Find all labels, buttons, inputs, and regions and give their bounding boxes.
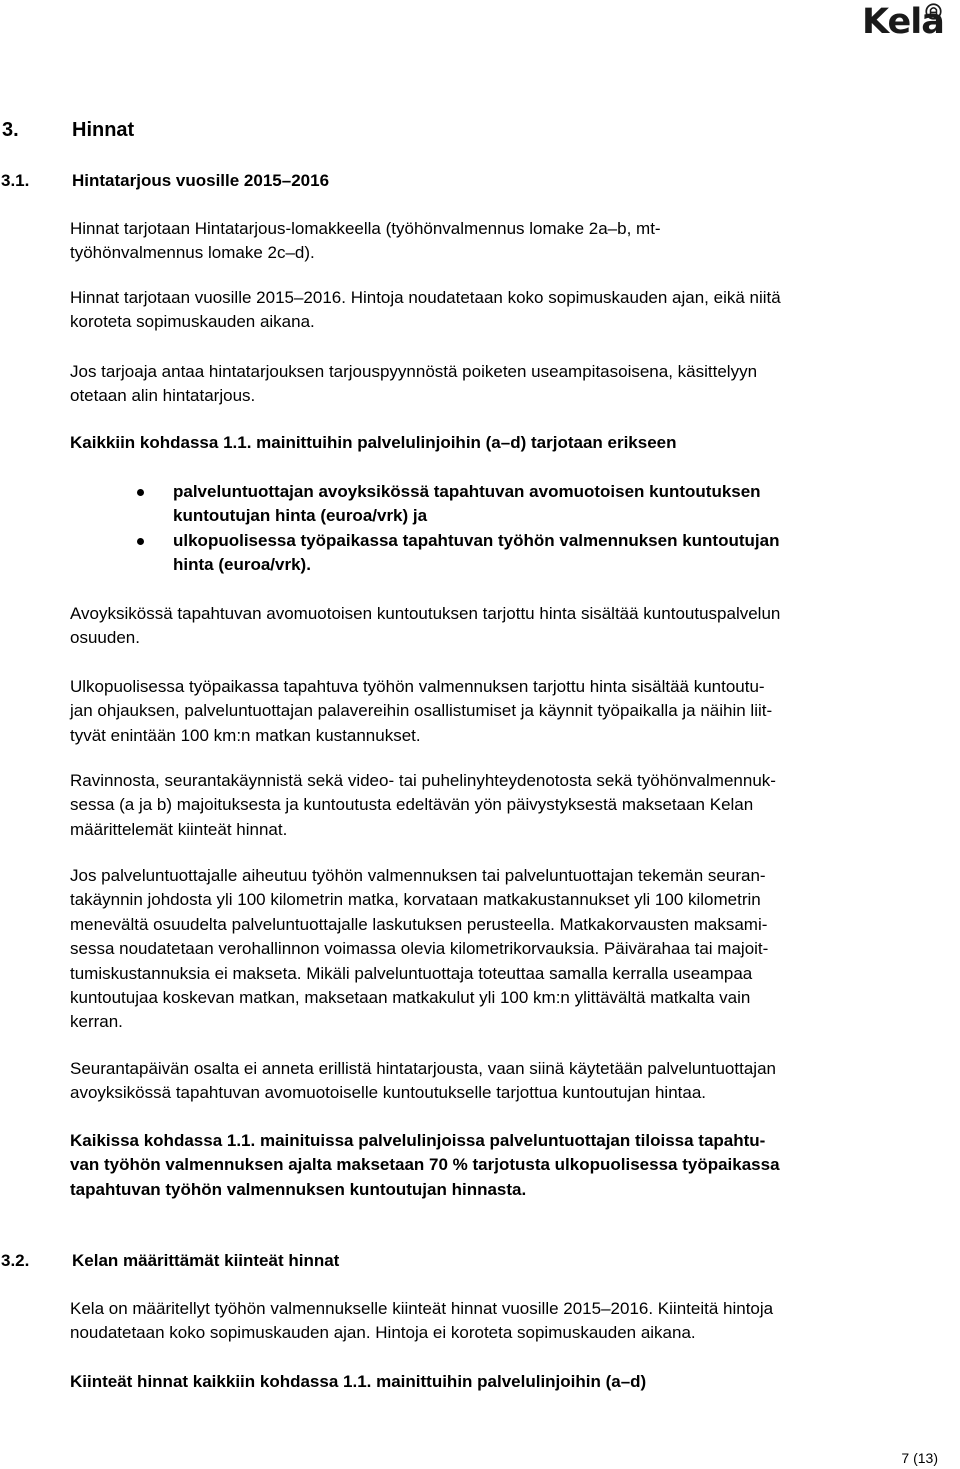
text-line: Jos palveluntuottajalle aiheutuu työhön valmennuksen tai palveluntuottajan tekemän seuran- [70,866,766,885]
bullet-icon [137,538,144,545]
text-line: sessa (a ja b) majoituksesta ja kuntoutusta edeltävän yön päivystyksestä maksetaan Kelan [70,795,754,815]
text-line: Hinnat tarjotaan Hintatarjous-lomakkeella (työhönvalmennus lomake 2a–b, mt- [70,219,661,238]
text-line: Kaikissa kohdassa 1.1. mainituissa palvelulinjoissa palveluntuottajan tiloissa tapahtu- [70,1131,766,1150]
paragraph [70,1297,950,1346]
text-line: Kaikkiin kohdassa 1.1. mainittuihin palvelulinjoihin (a–d) tarjotaan erikseen [70,433,677,452]
kela-crest-icon [925,3,942,20]
text-line: Ulkopuolisessa työpaikassa tapahtuva työhön valmennuksen tarjottu hinta sisältää kuntoutu- [70,677,765,696]
text-line: avoyksikössä tapahtuvan avomuotoiselle kuntoutukselle tarjottua kuntoutujan hintaa. [70,1083,707,1103]
text-line: kuntoutujaa koskevan matkan, maksetaan matkakulut yli 100 km:n ylittävältä matkalta vain [70,988,751,1008]
paragraph [70,217,950,266]
text-line: työhönvalmennus lomake 2c–d). [70,243,315,263]
text-line: määrittelemät kiinteät hinnat. [70,819,288,839]
text-line: menevältä osuudelta palveluntuottajalle laskutuksen perusteella. Matkakorvausten maksami- [70,914,768,934]
page-number: 7 (13) [901,1450,938,1466]
kela-logo [862,2,942,46]
section-number: 3.1. [1,171,30,190]
text-line: ulkopuolisessa työpaikassa tapahtuvan työhön valmennuksen kuntoutujan [173,531,780,550]
text-line: van työhön valmennuksen ajalta maksetaan 70 % tarjotusta ulkopuolisessa työpaikassa [70,1155,780,1175]
text-line: Jos tarjoaja antaa hintatarjouksen tarjouspyynnöstä poiketen useampitasoisena, käsittelyyn [70,362,758,381]
paragraph [70,769,950,842]
paragraph [70,864,950,1035]
paragraph [70,602,950,651]
text-line: Seurantapäivän osalta ei anneta erillistä hintatarjousta, vaan siinä käytetään palveluntuottajan [70,1059,776,1078]
text-line: hinta (euroa/vrk). [173,555,311,575]
section-title: Hintatarjous vuosille 2015–2016 [72,171,330,190]
paragraph [70,360,950,409]
text-line: tyvät enintään 100 km:n matkan kustannukset. [70,725,421,745]
paragraph-bold [70,431,950,455]
text-line: Avoyksikössä tapahtuvan avomuotoisen kuntoutuksen tarjottu hinta sisältää kuntoutuspalvelun [70,604,781,623]
paragraph [70,1057,950,1106]
text-line: tapahtuvan työhön valmennuksen kuntoutujan hinnasta. [70,1179,527,1199]
bullet-text [173,480,761,529]
section-title: Kelan määrittämät kiinteät hinnat [72,1251,340,1270]
section-number: 3.2. [1,1251,30,1270]
text-line: palveluntuottajan avoyksikössä tapahtuvan avomuotoisen kuntoutuksen [173,482,761,501]
text-line: osuuden. [70,628,140,648]
text-line: sessa noudatetaan verohallinnon voimassa olevia kilometrikorvauksia. Päivärahaa tai majoit- [70,939,769,959]
paragraph [70,675,950,748]
text-line: otetaan alin hintatarjous. [70,386,256,406]
text-line: Ravinnosta, seurantakäynnistä sekä video- tai puhelinyhteydenotosta sekä työhönvalmennuk- [70,771,776,790]
text-line: kerran. [70,1012,123,1032]
paragraph-bold [70,1129,950,1202]
bullet-text [173,529,779,578]
text-line: noudatetaan koko sopimuskauden ajan. Hintoja ei koroteta sopimuskauden aikana. [70,1323,696,1343]
text-line: tumiskustannuksia ei makseta. Mikäli palveluntuottaja toteuttaa samalla kerralla useampaa [70,963,753,983]
logo-text: Kela [862,2,944,42]
text-line: takäynnin johdosta yli 100 kilometrin matka, korvataan matkakustannukset yli 100 kilometrin [70,890,761,910]
text-line: Kela on määritellyt työhön valmennukselle kiinteät hinnat vuosille 2015–2016. Kiinteitä hintoja [70,1299,774,1318]
text-line: jan ohjauksen, palveluntuottajan palavereihin osallistumiset ja käynnit työpaikalla ja näihin liit- [70,701,773,721]
bullet-icon [137,489,144,496]
text-line: Hinnat tarjotaan vuosille 2015–2016. Hintoja noudatetaan koko sopimuskauden ajan, eikä niitä [70,288,781,307]
paragraph-bold [70,1370,950,1394]
section-number: 3. [2,119,19,141]
text-line: koroteta sopimuskauden aikana. [70,312,315,332]
paragraph [70,286,950,335]
section-title: Hinnat [72,119,135,141]
text-line: kuntoutujan hinta (euroa/vrk) ja [173,506,428,526]
text-line: Kiinteät hinnat kaikkiin kohdassa 1.1. mainittuihin palvelulinjoihin (a–d) [70,1372,647,1391]
